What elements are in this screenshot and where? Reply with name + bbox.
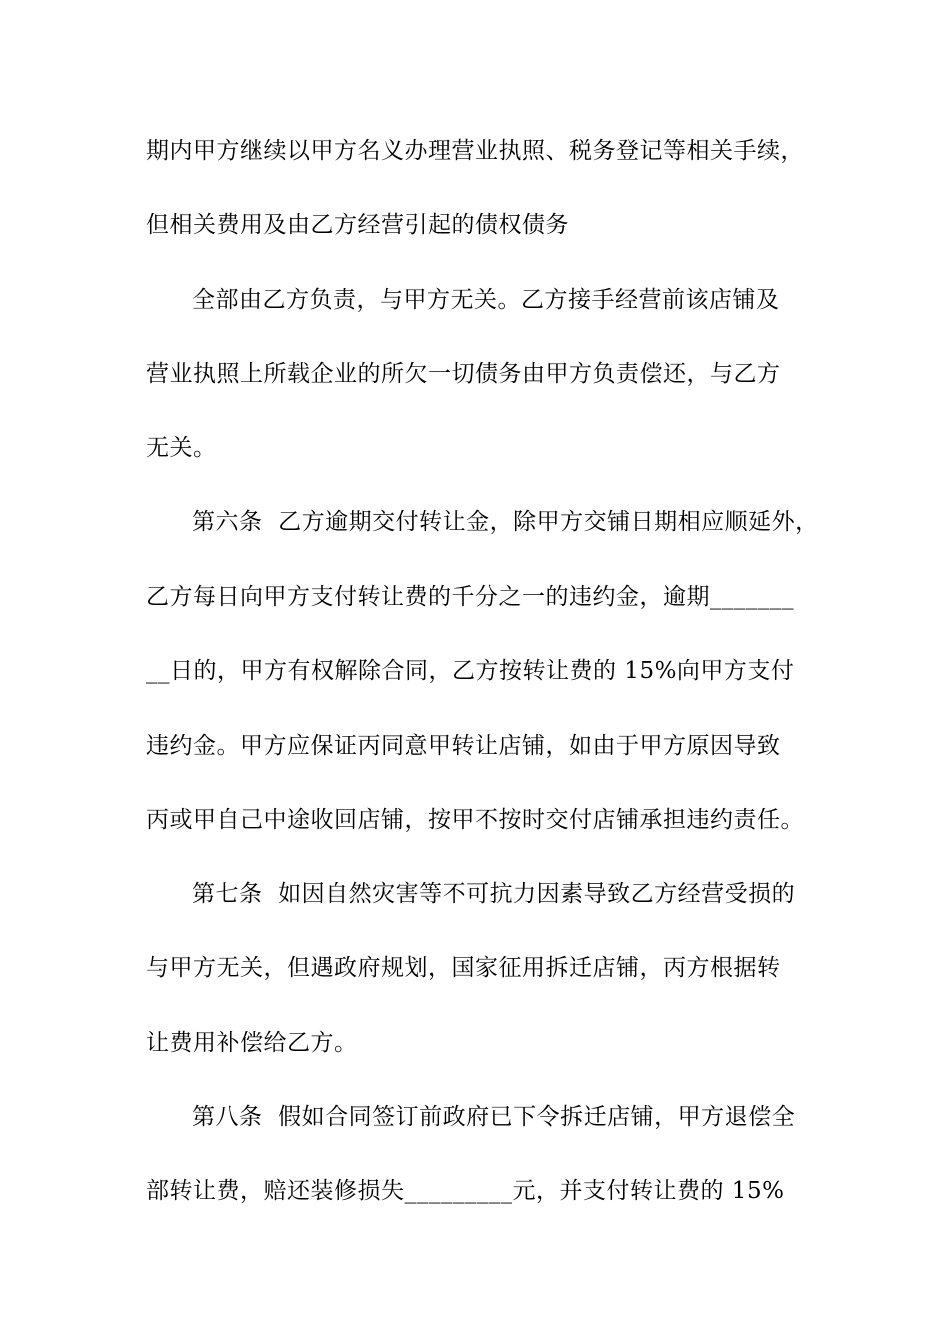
text-line: 无关。 xyxy=(146,435,217,461)
text-line: 但相关费用及由乙方经营引起的债权债务 xyxy=(146,212,569,238)
text-line: 乙方每日向甲方支付转让费的千分之一的违约金，逾期_______ xyxy=(146,584,794,610)
text-line: 营业执照上所载企业的所欠一切债务由甲方负责偿还，与乙方 xyxy=(146,361,781,387)
paragraph-start-line: 全部由乙方负责，与甲方无关。乙方接手经营前该店铺及 xyxy=(192,287,780,313)
text-line: 期内甲方继续以甲方名义办理营业执照、税务登记等相关手续， xyxy=(146,138,804,164)
text-line: 丙或甲自己中途收回店铺，按甲不按时交付店铺承担违约责任。 xyxy=(146,807,804,833)
text-line: 部转让费，赔还装修损失_________元，并支付转让费的 15% xyxy=(146,1178,785,1204)
text-line: 违约金。甲方应保证丙同意甲转让店铺，如由于甲方原因导致 xyxy=(146,733,781,759)
text-line: 让费用补偿给乙方。 xyxy=(146,1030,358,1056)
article-8-heading-line: 第八条 假如合同签订前政府已下令拆迁店铺，甲方退偿全 xyxy=(192,1104,796,1130)
text-line: __日的，甲方有权解除合同，乙方按转让费的 15%向甲方支付 xyxy=(146,658,795,684)
text-line: 与甲方无关，但遇政府规划，国家征用拆迁店铺，丙方根据转 xyxy=(146,955,781,981)
article-6-heading-line: 第六条 乙方逾期交付转让金，除甲方交铺日期相应顺延外， xyxy=(192,509,819,535)
article-7-heading-line: 第七条 如因自然灾害等不可抗力因素导致乙方经营受损的 xyxy=(192,881,796,907)
